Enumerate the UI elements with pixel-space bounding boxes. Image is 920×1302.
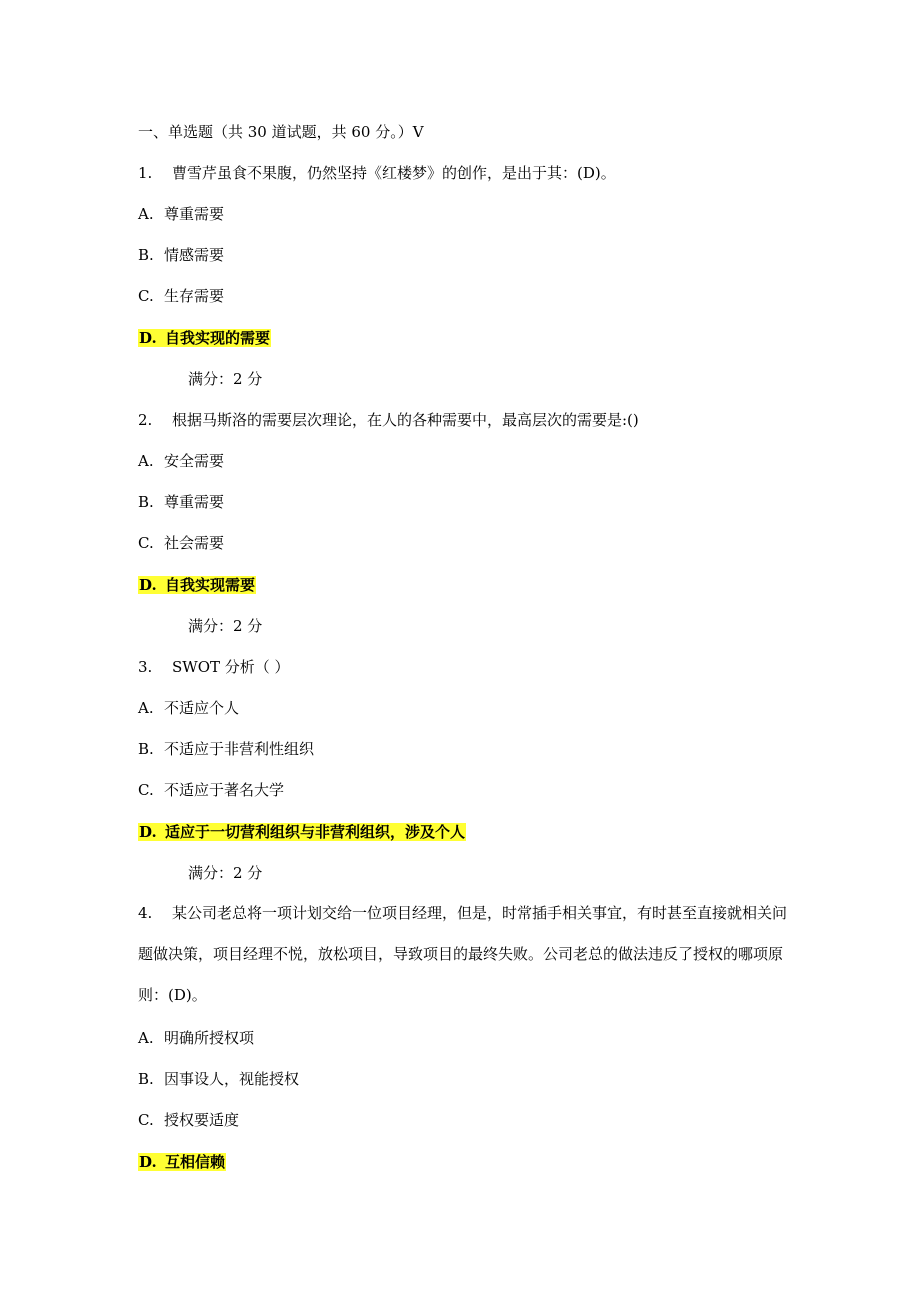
option-text: 尊重需要 bbox=[164, 205, 225, 223]
option-label: A. bbox=[138, 452, 154, 470]
option-text: 因事设人，视能授权 bbox=[164, 1070, 300, 1088]
option-label: B. bbox=[138, 493, 154, 511]
question-number: 4. bbox=[138, 904, 153, 922]
section-title: 一、单选题（共 30 道试题，共 60 分。）V bbox=[138, 123, 424, 141]
option-4b bbox=[138, 1068, 299, 1090]
option-label: D. bbox=[139, 823, 157, 841]
option-text: 自我实现的需要 bbox=[165, 329, 271, 347]
option-label: D. bbox=[139, 1153, 157, 1171]
option-3b bbox=[138, 738, 314, 760]
option-text: 不适应于著名大学 bbox=[164, 781, 285, 799]
option-text: 适应于一切营利组织与非营利组织，涉及个人 bbox=[165, 823, 466, 841]
option-1a bbox=[138, 203, 224, 225]
question-1-stem bbox=[138, 162, 616, 184]
option-text: 明确所授权项 bbox=[164, 1029, 255, 1047]
option-4c bbox=[138, 1109, 239, 1131]
option-3a bbox=[138, 697, 239, 719]
option-label: D. bbox=[139, 576, 157, 594]
score-label: 满分：2 分 bbox=[188, 864, 263, 882]
highlighted-answer bbox=[138, 1153, 226, 1171]
question-number: 3. bbox=[138, 658, 153, 676]
option-2c bbox=[138, 532, 224, 554]
option-text: 自我实现需要 bbox=[165, 576, 256, 594]
option-text: 情感需要 bbox=[164, 246, 225, 264]
question-2-stem bbox=[138, 409, 639, 431]
option-2b bbox=[138, 491, 224, 513]
question-text: 根据马斯洛的需要层次理论，在人的各种需要中，最高层次的需要是:() bbox=[172, 411, 639, 429]
option-label: C. bbox=[138, 287, 154, 305]
option-text: 互相信赖 bbox=[165, 1153, 226, 1171]
option-label: C. bbox=[138, 781, 154, 799]
option-3c bbox=[138, 779, 284, 801]
highlighted-answer bbox=[138, 823, 466, 841]
option-label: B. bbox=[138, 246, 154, 264]
option-1c bbox=[138, 285, 224, 307]
option-1b bbox=[138, 244, 224, 266]
option-label: A. bbox=[138, 699, 154, 717]
question-text: SWOT 分析（ ） bbox=[172, 658, 290, 676]
option-label: B. bbox=[138, 740, 154, 758]
option-label: D. bbox=[139, 329, 157, 347]
question-text: 某公司老总将一项计划交给一位项目经理，但是，时常插手相关事宜，有时甚至直接就相关问题做决策，项目经理不悦，放松项目，导致项目的最终失败。公司老总的做法违反了授权的哪项原则：(D)。 bbox=[138, 904, 788, 1004]
option-label: A. bbox=[138, 205, 154, 223]
question-number: 2. bbox=[138, 411, 153, 429]
option-label: A. bbox=[138, 1029, 154, 1047]
question-3-stem bbox=[138, 656, 290, 678]
option-label: C. bbox=[138, 1111, 154, 1129]
option-3d-answer bbox=[138, 821, 466, 843]
option-label: B. bbox=[138, 1070, 154, 1088]
option-text: 尊重需要 bbox=[164, 493, 225, 511]
option-text: 不适应个人 bbox=[164, 699, 240, 717]
option-4a bbox=[138, 1027, 254, 1049]
option-2a bbox=[138, 450, 224, 472]
option-text: 社会需要 bbox=[164, 534, 225, 552]
option-text: 安全需要 bbox=[164, 452, 225, 470]
question-4-stem bbox=[138, 893, 788, 1016]
score-label: 满分：2 分 bbox=[188, 370, 263, 388]
option-text: 生存需要 bbox=[164, 287, 225, 305]
option-text: 授权要适度 bbox=[164, 1111, 240, 1129]
question-text: 曹雪芹虽食不果腹，仍然坚持《红楼梦》的创作，是出于其：(D)。 bbox=[172, 164, 616, 182]
option-label: C. bbox=[138, 534, 154, 552]
highlighted-answer bbox=[138, 329, 271, 347]
option-4d-answer bbox=[138, 1151, 226, 1173]
highlighted-answer bbox=[138, 576, 256, 594]
option-2d-answer bbox=[138, 574, 256, 596]
option-text: 不适应于非营利性组织 bbox=[164, 740, 315, 758]
option-1d-answer bbox=[138, 327, 271, 349]
score-label: 满分：2 分 bbox=[188, 617, 263, 635]
question-number: 1. bbox=[138, 164, 153, 182]
